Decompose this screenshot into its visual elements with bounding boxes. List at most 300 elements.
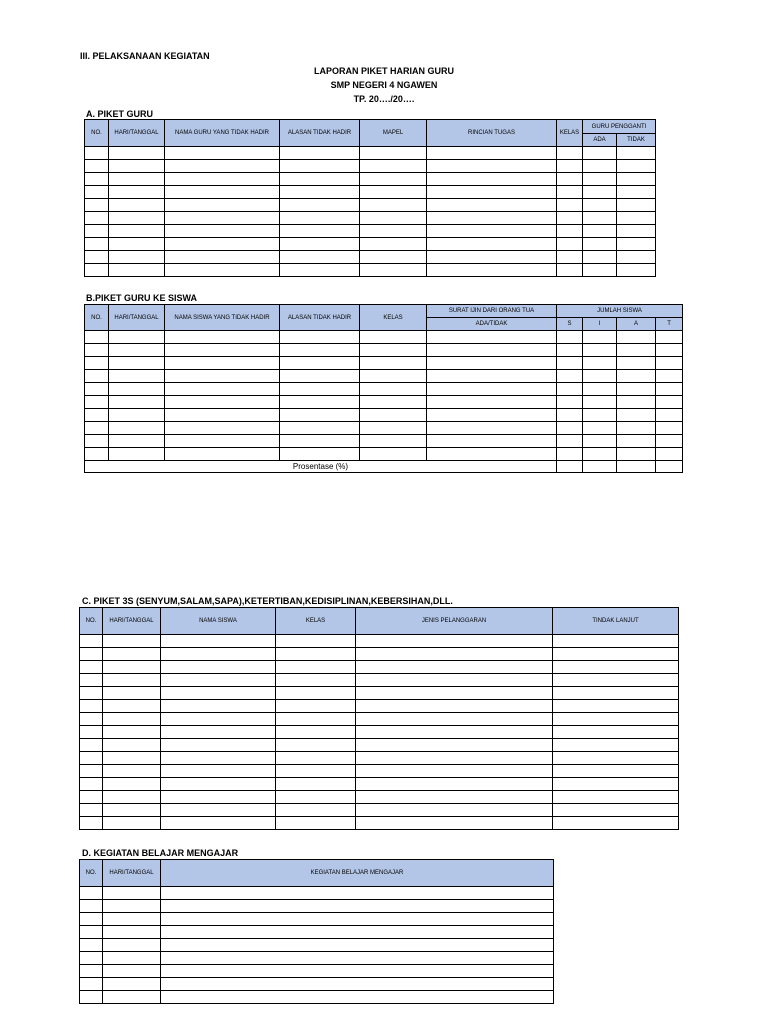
table-cell[interactable] bbox=[276, 713, 356, 726]
table-cell[interactable] bbox=[85, 225, 109, 238]
table-cell[interactable] bbox=[280, 173, 360, 186]
table-cell[interactable] bbox=[356, 804, 553, 817]
table-cell[interactable] bbox=[617, 357, 656, 370]
table-cell[interactable] bbox=[557, 186, 583, 199]
table-cell[interactable] bbox=[161, 791, 276, 804]
table-cell[interactable] bbox=[103, 713, 161, 726]
table-cell[interactable] bbox=[161, 752, 276, 765]
table-cell[interactable] bbox=[280, 435, 360, 448]
table-cell[interactable] bbox=[583, 383, 617, 396]
table-cell[interactable] bbox=[617, 383, 656, 396]
table-cell[interactable] bbox=[360, 186, 427, 199]
table-cell[interactable] bbox=[617, 160, 656, 173]
table-cell[interactable] bbox=[85, 357, 109, 370]
table-cell[interactable] bbox=[103, 778, 161, 791]
table-cell[interactable] bbox=[356, 700, 553, 713]
table-cell[interactable] bbox=[280, 212, 360, 225]
table-cell[interactable] bbox=[557, 422, 583, 435]
table-cell[interactable] bbox=[553, 635, 679, 648]
table-cell[interactable] bbox=[557, 409, 583, 422]
table-cell[interactable] bbox=[360, 396, 427, 409]
table-cell[interactable] bbox=[103, 635, 161, 648]
table-cell[interactable] bbox=[356, 752, 553, 765]
table-cell[interactable] bbox=[557, 199, 583, 212]
table-cell[interactable] bbox=[557, 435, 583, 448]
table-cell[interactable] bbox=[427, 251, 557, 264]
table-cell[interactable] bbox=[280, 264, 360, 277]
table-cell[interactable] bbox=[161, 978, 554, 991]
table-cell[interactable] bbox=[109, 173, 165, 186]
table-cell[interactable] bbox=[360, 331, 427, 344]
table-cell[interactable] bbox=[360, 422, 427, 435]
table-cell[interactable] bbox=[553, 791, 679, 804]
table-cell[interactable] bbox=[85, 212, 109, 225]
table-cell[interactable] bbox=[360, 173, 427, 186]
table-cell[interactable] bbox=[80, 978, 103, 991]
table-cell[interactable] bbox=[103, 765, 161, 778]
table-cell[interactable] bbox=[557, 238, 583, 251]
table-cell[interactable] bbox=[85, 264, 109, 277]
table-cell[interactable] bbox=[161, 817, 276, 830]
table-cell[interactable] bbox=[80, 887, 103, 900]
table-cell[interactable] bbox=[427, 331, 557, 344]
table-cell[interactable] bbox=[103, 900, 161, 913]
table-cell[interactable] bbox=[583, 199, 617, 212]
table-cell[interactable] bbox=[103, 726, 161, 739]
table-cell[interactable] bbox=[280, 251, 360, 264]
table-cell[interactable] bbox=[280, 199, 360, 212]
table-cell[interactable] bbox=[280, 147, 360, 160]
table-cell[interactable] bbox=[161, 661, 276, 674]
table-cell[interactable] bbox=[109, 448, 165, 461]
table-cell[interactable] bbox=[356, 817, 553, 830]
table-cell[interactable] bbox=[617, 435, 656, 448]
table-cell[interactable] bbox=[85, 186, 109, 199]
table-cell[interactable] bbox=[80, 726, 103, 739]
table-cell[interactable] bbox=[80, 635, 103, 648]
table-cell[interactable] bbox=[161, 887, 554, 900]
table-cell[interactable] bbox=[165, 409, 280, 422]
table-cell[interactable] bbox=[103, 752, 161, 765]
table-cell[interactable] bbox=[553, 700, 679, 713]
table-cell[interactable] bbox=[583, 422, 617, 435]
table-cell[interactable] bbox=[161, 991, 554, 1004]
table-cell[interactable] bbox=[109, 160, 165, 173]
table-cell[interactable] bbox=[617, 396, 656, 409]
table-cell[interactable] bbox=[103, 978, 161, 991]
table-cell[interactable] bbox=[656, 370, 683, 383]
table-cell[interactable] bbox=[280, 238, 360, 251]
table-cell[interactable] bbox=[165, 357, 280, 370]
table-cell[interactable] bbox=[165, 435, 280, 448]
table-cell[interactable] bbox=[165, 212, 280, 225]
table-cell[interactable] bbox=[427, 238, 557, 251]
table-cell[interactable] bbox=[557, 251, 583, 264]
table-cell[interactable] bbox=[80, 817, 103, 830]
table-cell[interactable] bbox=[427, 186, 557, 199]
table-cell[interactable] bbox=[617, 251, 656, 264]
table-cell[interactable] bbox=[617, 147, 656, 160]
table-cell[interactable] bbox=[617, 212, 656, 225]
table-cell[interactable] bbox=[583, 435, 617, 448]
table-cell[interactable] bbox=[617, 173, 656, 186]
table-cell[interactable] bbox=[553, 687, 679, 700]
table-cell[interactable] bbox=[427, 448, 557, 461]
table-cell[interactable] bbox=[557, 225, 583, 238]
table-cell[interactable] bbox=[85, 435, 109, 448]
table-cell[interactable] bbox=[280, 357, 360, 370]
table-cell[interactable] bbox=[360, 409, 427, 422]
table-cell[interactable] bbox=[557, 396, 583, 409]
table-cell[interactable] bbox=[553, 726, 679, 739]
table-cell[interactable] bbox=[161, 674, 276, 687]
table-cell[interactable] bbox=[161, 739, 276, 752]
table-cell[interactable] bbox=[165, 344, 280, 357]
table-cell[interactable] bbox=[656, 344, 683, 357]
table-cell[interactable] bbox=[103, 952, 161, 965]
table-cell[interactable] bbox=[109, 331, 165, 344]
table-cell[interactable] bbox=[80, 674, 103, 687]
table-cell[interactable] bbox=[360, 448, 427, 461]
table-cell[interactable] bbox=[161, 765, 276, 778]
table-cell[interactable] bbox=[161, 700, 276, 713]
table-cell[interactable] bbox=[557, 357, 583, 370]
table-cell[interactable] bbox=[161, 726, 276, 739]
table-cell[interactable] bbox=[427, 199, 557, 212]
table-cell[interactable] bbox=[280, 422, 360, 435]
table-cell[interactable] bbox=[356, 687, 553, 700]
table-cell[interactable] bbox=[583, 331, 617, 344]
table-cell[interactable] bbox=[85, 422, 109, 435]
table-cell[interactable] bbox=[280, 409, 360, 422]
table-cell[interactable] bbox=[80, 713, 103, 726]
table-cell[interactable] bbox=[165, 383, 280, 396]
table-cell[interactable] bbox=[161, 900, 554, 913]
table-cell[interactable] bbox=[165, 199, 280, 212]
table-cell[interactable] bbox=[557, 173, 583, 186]
table-cell[interactable] bbox=[165, 173, 280, 186]
table-cell[interactable] bbox=[103, 965, 161, 978]
table-cell[interactable] bbox=[356, 713, 553, 726]
table-cell[interactable] bbox=[427, 344, 557, 357]
table-cell[interactable] bbox=[656, 422, 683, 435]
table-cell[interactable] bbox=[165, 264, 280, 277]
table-cell[interactable] bbox=[583, 251, 617, 264]
table-cell[interactable] bbox=[583, 238, 617, 251]
table-cell[interactable] bbox=[161, 913, 554, 926]
table-cell[interactable] bbox=[80, 752, 103, 765]
table-cell[interactable] bbox=[276, 752, 356, 765]
table-cell[interactable] bbox=[85, 147, 109, 160]
table-cell[interactable] bbox=[109, 396, 165, 409]
table-cell[interactable] bbox=[553, 752, 679, 765]
table-cell[interactable] bbox=[103, 700, 161, 713]
table-cell[interactable] bbox=[553, 739, 679, 752]
table-cell[interactable] bbox=[276, 778, 356, 791]
table-cell[interactable] bbox=[109, 409, 165, 422]
table-cell[interactable] bbox=[80, 952, 103, 965]
table-cell[interactable] bbox=[427, 212, 557, 225]
table-cell[interactable] bbox=[276, 817, 356, 830]
table-cell[interactable] bbox=[80, 991, 103, 1004]
table-cell[interactable] bbox=[360, 160, 427, 173]
table-cell[interactable] bbox=[427, 422, 557, 435]
table-cell[interactable] bbox=[427, 225, 557, 238]
table-cell[interactable] bbox=[356, 765, 553, 778]
table-cell[interactable] bbox=[360, 199, 427, 212]
table-cell[interactable] bbox=[427, 409, 557, 422]
table-cell[interactable] bbox=[553, 778, 679, 791]
table-cell[interactable] bbox=[85, 238, 109, 251]
table-cell[interactable] bbox=[280, 370, 360, 383]
table-cell[interactable] bbox=[356, 635, 553, 648]
table-cell[interactable] bbox=[553, 817, 679, 830]
table-cell[interactable] bbox=[161, 687, 276, 700]
table-cell[interactable] bbox=[427, 396, 557, 409]
table-cell[interactable] bbox=[656, 435, 683, 448]
table-cell[interactable] bbox=[109, 264, 165, 277]
table-cell[interactable] bbox=[103, 661, 161, 674]
table-cell[interactable] bbox=[161, 965, 554, 978]
table-cell[interactable] bbox=[161, 648, 276, 661]
table-cell[interactable] bbox=[427, 370, 557, 383]
table-cell[interactable] bbox=[360, 344, 427, 357]
table-cell[interactable] bbox=[80, 804, 103, 817]
table-cell[interactable] bbox=[583, 147, 617, 160]
table-cell[interactable] bbox=[165, 422, 280, 435]
table-cell[interactable] bbox=[109, 422, 165, 435]
table-cell[interactable] bbox=[553, 661, 679, 674]
table-cell[interactable] bbox=[161, 939, 554, 952]
table-cell[interactable] bbox=[617, 238, 656, 251]
table-cell[interactable] bbox=[356, 778, 553, 791]
table-cell[interactable] bbox=[161, 713, 276, 726]
table-cell[interactable] bbox=[360, 435, 427, 448]
table-cell[interactable] bbox=[557, 448, 583, 461]
table-cell[interactable] bbox=[583, 448, 617, 461]
table-cell[interactable] bbox=[656, 383, 683, 396]
table-cell[interactable] bbox=[617, 344, 656, 357]
table-cell[interactable] bbox=[360, 370, 427, 383]
table-cell[interactable] bbox=[356, 648, 553, 661]
table-cell[interactable] bbox=[103, 791, 161, 804]
table-cell[interactable] bbox=[161, 635, 276, 648]
table-cell[interactable] bbox=[103, 817, 161, 830]
table-cell[interactable] bbox=[276, 726, 356, 739]
table-cell[interactable] bbox=[165, 225, 280, 238]
table-cell[interactable] bbox=[80, 913, 103, 926]
table-cell[interactable] bbox=[165, 331, 280, 344]
table-cell[interactable] bbox=[557, 212, 583, 225]
table-cell[interactable] bbox=[109, 199, 165, 212]
table-cell[interactable] bbox=[80, 661, 103, 674]
table-cell[interactable] bbox=[161, 778, 276, 791]
table-cell[interactable] bbox=[80, 900, 103, 913]
table-cell[interactable] bbox=[360, 225, 427, 238]
table-cell[interactable] bbox=[109, 147, 165, 160]
table-cell[interactable] bbox=[583, 212, 617, 225]
table-cell[interactable] bbox=[617, 370, 656, 383]
table-cell[interactable] bbox=[85, 173, 109, 186]
table-cell[interactable] bbox=[103, 687, 161, 700]
table-cell[interactable] bbox=[583, 173, 617, 186]
table-cell[interactable] bbox=[109, 344, 165, 357]
table-cell[interactable] bbox=[427, 357, 557, 370]
table-cell[interactable] bbox=[276, 635, 356, 648]
table-cell[interactable] bbox=[165, 448, 280, 461]
table-cell[interactable] bbox=[280, 160, 360, 173]
table-cell[interactable] bbox=[109, 212, 165, 225]
table-cell[interactable] bbox=[427, 435, 557, 448]
table-cell[interactable] bbox=[553, 804, 679, 817]
table-cell[interactable] bbox=[80, 965, 103, 978]
table-cell[interactable] bbox=[356, 674, 553, 687]
table-cell[interactable] bbox=[427, 160, 557, 173]
table-cell[interactable] bbox=[103, 739, 161, 752]
table-cell[interactable] bbox=[427, 147, 557, 160]
table-cell[interactable] bbox=[80, 778, 103, 791]
table-cell[interactable] bbox=[103, 648, 161, 661]
table-cell[interactable] bbox=[276, 739, 356, 752]
table-cell[interactable] bbox=[109, 225, 165, 238]
table-cell[interactable] bbox=[617, 448, 656, 461]
table-cell[interactable] bbox=[276, 791, 356, 804]
table-cell[interactable] bbox=[617, 409, 656, 422]
table-cell[interactable] bbox=[109, 186, 165, 199]
table-cell[interactable] bbox=[109, 238, 165, 251]
table-cell[interactable] bbox=[557, 383, 583, 396]
table-cell[interactable] bbox=[85, 448, 109, 461]
table-cell[interactable] bbox=[557, 264, 583, 277]
table-cell[interactable] bbox=[85, 199, 109, 212]
table-cell[interactable] bbox=[656, 448, 683, 461]
table-cell[interactable] bbox=[165, 147, 280, 160]
table-cell[interactable] bbox=[85, 160, 109, 173]
table-cell[interactable] bbox=[656, 396, 683, 409]
table-cell[interactable] bbox=[103, 887, 161, 900]
table-cell[interactable] bbox=[553, 765, 679, 778]
table-cell[interactable] bbox=[276, 661, 356, 674]
table-cell[interactable] bbox=[165, 396, 280, 409]
table-cell[interactable] bbox=[583, 160, 617, 173]
table-cell[interactable] bbox=[617, 186, 656, 199]
table-cell[interactable] bbox=[276, 765, 356, 778]
table-cell[interactable] bbox=[161, 952, 554, 965]
table-cell[interactable] bbox=[553, 713, 679, 726]
table-cell[interactable] bbox=[280, 396, 360, 409]
table-cell[interactable] bbox=[85, 344, 109, 357]
table-cell[interactable] bbox=[617, 225, 656, 238]
table-cell[interactable] bbox=[80, 939, 103, 952]
table-cell[interactable] bbox=[280, 225, 360, 238]
table-cell[interactable] bbox=[553, 648, 679, 661]
table-cell[interactable] bbox=[103, 674, 161, 687]
table-cell[interactable] bbox=[85, 370, 109, 383]
table-cell[interactable] bbox=[165, 238, 280, 251]
table-cell[interactable] bbox=[85, 383, 109, 396]
table-cell[interactable] bbox=[360, 147, 427, 160]
table-cell[interactable] bbox=[80, 700, 103, 713]
table-cell[interactable] bbox=[109, 251, 165, 264]
table-cell[interactable] bbox=[583, 357, 617, 370]
table-cell[interactable] bbox=[80, 687, 103, 700]
table-cell[interactable] bbox=[161, 926, 554, 939]
table-cell[interactable] bbox=[280, 344, 360, 357]
table-cell[interactable] bbox=[80, 926, 103, 939]
table-cell[interactable] bbox=[280, 331, 360, 344]
table-cell[interactable] bbox=[360, 264, 427, 277]
table-cell[interactable] bbox=[617, 331, 656, 344]
table-cell[interactable] bbox=[80, 648, 103, 661]
table-cell[interactable] bbox=[85, 396, 109, 409]
table-cell[interactable] bbox=[103, 804, 161, 817]
table-cell[interactable] bbox=[557, 331, 583, 344]
table-cell[interactable] bbox=[276, 700, 356, 713]
table-cell[interactable] bbox=[80, 739, 103, 752]
table-cell[interactable] bbox=[103, 991, 161, 1004]
table-cell[interactable] bbox=[85, 251, 109, 264]
table-cell[interactable] bbox=[427, 264, 557, 277]
table-cell[interactable] bbox=[356, 661, 553, 674]
table-cell[interactable] bbox=[280, 186, 360, 199]
table-cell[interactable] bbox=[280, 383, 360, 396]
table-cell[interactable] bbox=[583, 344, 617, 357]
table-cell[interactable] bbox=[656, 409, 683, 422]
table-cell[interactable] bbox=[165, 160, 280, 173]
table-cell[interactable] bbox=[276, 648, 356, 661]
table-cell[interactable] bbox=[165, 251, 280, 264]
table-cell[interactable] bbox=[557, 160, 583, 173]
table-cell[interactable] bbox=[80, 765, 103, 778]
table-cell[interactable] bbox=[103, 939, 161, 952]
table-cell[interactable] bbox=[165, 186, 280, 199]
table-cell[interactable] bbox=[360, 383, 427, 396]
table-cell[interactable] bbox=[557, 147, 583, 160]
table-cell[interactable] bbox=[557, 344, 583, 357]
table-cell[interactable] bbox=[583, 370, 617, 383]
table-cell[interactable] bbox=[360, 238, 427, 251]
table-cell[interactable] bbox=[109, 370, 165, 383]
table-cell[interactable] bbox=[356, 726, 553, 739]
table-cell[interactable] bbox=[80, 791, 103, 804]
table-cell[interactable] bbox=[276, 687, 356, 700]
table-cell[interactable] bbox=[557, 370, 583, 383]
table-cell[interactable] bbox=[583, 409, 617, 422]
table-cell[interactable] bbox=[276, 804, 356, 817]
table-cell[interactable] bbox=[553, 674, 679, 687]
table-cell[interactable] bbox=[276, 674, 356, 687]
table-cell[interactable] bbox=[617, 199, 656, 212]
table-cell[interactable] bbox=[356, 791, 553, 804]
table-cell[interactable] bbox=[360, 251, 427, 264]
table-cell[interactable] bbox=[85, 409, 109, 422]
table-cell[interactable] bbox=[109, 435, 165, 448]
table-cell[interactable] bbox=[165, 370, 280, 383]
table-cell[interactable] bbox=[280, 448, 360, 461]
table-cell[interactable] bbox=[656, 331, 683, 344]
table-cell[interactable] bbox=[617, 264, 656, 277]
table-cell[interactable] bbox=[656, 357, 683, 370]
table-cell[interactable] bbox=[583, 264, 617, 277]
table-cell[interactable] bbox=[85, 331, 109, 344]
table-cell[interactable] bbox=[360, 212, 427, 225]
table-cell[interactable] bbox=[103, 913, 161, 926]
table-cell[interactable] bbox=[583, 396, 617, 409]
table-cell[interactable] bbox=[161, 804, 276, 817]
table-cell[interactable] bbox=[109, 383, 165, 396]
table-cell[interactable] bbox=[583, 225, 617, 238]
table-cell[interactable] bbox=[427, 383, 557, 396]
